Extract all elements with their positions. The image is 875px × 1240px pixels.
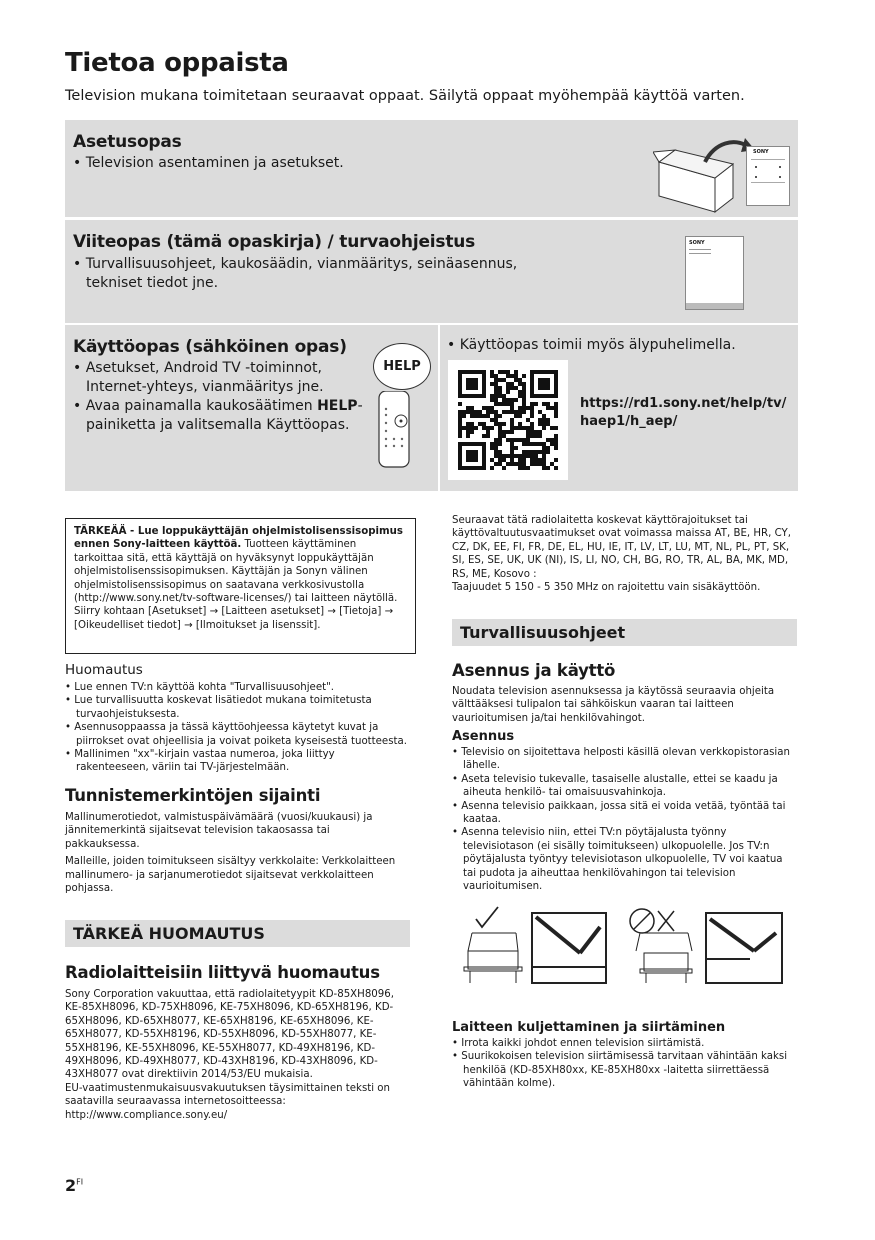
- setup-guide-title: Asetusopas: [73, 132, 182, 152]
- installation-list: [452, 746, 797, 893]
- compliance-link[interactable]: http://www.compliance.sony.eu/: [65, 1109, 228, 1121]
- labels-text: Mallinumerotiedot, valmistuspäivämäärä (vuosi/kuukausi) ja jännitemerkintä sijaitsevat television takaosassa tai pakkauksessa. Malleille, joiden toimitukseen sisältyy verkkolaite: Verkkolaitteen mallinumero- ja sarjanumerotiedot sijaitsevat verkkolaitteen pohjassa.: [65, 812, 396, 895]
- reference-guide-box: [65, 220, 798, 323]
- installation-intro: Noudata television asennuksessa ja käytössä seuraavia ohjeita välttääksesi tulipalon tai sähköiskun vaaran tai laitteen vaurioitumisen ja/tai henkilövahingot.: [452, 686, 775, 724]
- list-item: • Lue ennen TV:n käyttöä kohta "Turvallisuusohjeet".: [65, 682, 335, 693]
- help-guide-url[interactable]: https://rd1.sony.net/help/tv/ haep1/h_aep/: [580, 396, 787, 429]
- correct-stand-illustration: [462, 905, 622, 985]
- list-item: • Lue turvallisuutta koskevat lisätiedot mukana toimitetusta turvaohjeistuksesta.: [65, 695, 372, 720]
- intro-text: Television mukana toimitetaan seuraavat oppaat. Säilytä oppaat myöhempää käyttöä varten.: [65, 88, 745, 104]
- installation-subtitle: Asennus: [452, 729, 515, 744]
- radio-notice-title: Radiolaitteisiin liittyvä huomautus: [65, 963, 380, 982]
- installation-title: Asennus ja käyttö: [452, 661, 616, 680]
- incorrect-stand-illustration: [626, 905, 796, 985]
- list-item: • Suurikokoisen television siirtämisessä tarvitaan vähintään kaksi henkilöä (KD-85XH80xx, KE-85XH80xx -laitetta siirrettäessä vähintään kolme).: [452, 1051, 788, 1090]
- help-guide-box: [65, 325, 438, 491]
- reference-guide-title: Viiteopas (tämä opaskirja) / turvaohjeistus: [73, 232, 476, 252]
- radio-notice-text: Sony Corporation vakuuttaa, että radiolaitetyypit KD-85XH8096, KE-85XH8096, KD-75XH8096, KE-75XH8096, KD-65XH8196, KD-65XH8096, KD-65XH8077, KE-65XH8196, KE-65XH8096, KE-65XH8077, KD-55XH8196, KD-55XH8096, KD-55XH8077, KE-55XH8196, KE-55XH8096, KE-55XH8077, KD-49XH8196, KD-49XH8096, KD-49XH8077, KD-43XH8196, KD-43XH8096, KD-43XH8077 ovat direktiivin 2014/53/EU mukaisia. EU-vaatimustenmukaisuusvakuutuksen täysimittainen teksti on saatavilla seuraavassa internetosoitteessa: http://www.compliance.sony.eu/: [65, 988, 405, 1122]
- transport-title: Laitteen kuljettaminen ja siirtäminen: [452, 1020, 726, 1035]
- help-button-icon: HELP: [373, 343, 431, 390]
- remote-control-icon: [377, 391, 411, 469]
- smartphone-note: • Käyttöopas toimii myös älypuhelimella.: [447, 337, 736, 353]
- page-number: $2^{FI}$: [65, 1176, 84, 1195]
- eula-box: TÄRKEÄÄ - Lue loppukäyttäjän ohjelmistolisenssisopimus ennen Sony-laitteen käyttöä. Tuotteen käyttäminen tarkoittaa sitä, että käyttäjä on hyväksynyt loppukäyttäjän ohjelmistolisenssisopimuksen. Käyttäjän ja Sonyn välinen ohjelmistolisenssisopimus on saatavana verkkosivustolla (http://www.sony.net/tv-software-licenses/) tai laitteen näytöllä. Siirry kohtaan [Asetukset] → [Laitteen asetukset] → [Tietoja] → [Oikeudelliset tiedot] → [Ilmoitukset ja lisenssit].: [65, 518, 416, 654]
- safety-header: Turvallisuusohjeet: [452, 619, 797, 646]
- note-list: [65, 681, 410, 775]
- help-guide-title: Käyttöopas (sähköinen opas): [73, 337, 347, 357]
- sony-logo: SONY: [689, 240, 705, 246]
- reference-guide-bullet: • Turvallisuusohjeet, kaukosäädin, vianmääritys, seinäasennus, tekniset tiedot jne.: [73, 256, 518, 291]
- list-item: • Asenna televisio niin, ettei TV:n pöytäjalusta työnny televisiotason (ei sisälly toimitukseen) ulkopuolelle. Jos TV:n pöytäjalusta työntyy televisiotason ulkopuolelle, TV voi kaatua tai pudota ja aiheuttaa henkilövahingon tai television vaurioitumisen.: [452, 827, 783, 893]
- list-item: • Asennusoppaassa ja tässä käyttöohjeessa käytetyt kuvat ja piirrokset ovat ohjeellisia ja voivat poiketa kyseisestä tuotteesta.: [65, 722, 407, 747]
- reference-guide-booklet: [685, 236, 744, 310]
- help-guide-bullets: • Asetukset, Android TV -toiminnot, Internet-yhteys, vianmääritys jne. • Avaa painamalla kaukosäätimen HELP- painiketta ja valitsemalla Käyttöopas.: [73, 360, 363, 433]
- qr-code: [448, 360, 568, 480]
- transport-list: [452, 1037, 797, 1091]
- list-item: • Asenna televisio paikkaan, jossa sitä ei voida vetää, työntää tai kaataa.: [452, 800, 786, 826]
- labels-title: Tunnistemerkintöjen sijainti: [65, 786, 321, 805]
- smartphone-box: [440, 325, 798, 491]
- setup-guide-booklet: [746, 146, 790, 206]
- list-item: • Aseta televisio tukevalle, tasaiselle alustalle, ettei se kaadu ja aiheuta henkilö- tai omaisuusvahinkoja.: [452, 773, 778, 799]
- setup-guide-bullet: • Television asentaminen ja asetukset.: [73, 155, 344, 171]
- list-item: • Mallinimen "xx"-kirjain vastaa numeroa, joka liittyy rakenteeseen, väriin tai TV-järjestelmään.: [65, 749, 335, 774]
- setup-guide-box: [65, 120, 798, 217]
- list-item: • Televisio on sijoitettava helposti käsillä olevan verkkopistorasian lähelle.: [452, 747, 790, 772]
- sony-logo: SONY: [753, 149, 769, 155]
- restriction-text: Seuraavat tätä radiolaitetta koskevat käyttörajoitukset tai käyttövaltuutusvaatimukset ovat voimassa maissa AT, BE, HR, CY, CZ, DK, EE, FI, FR, DE, EL, HU, IE, IT, LV, LT, LU, MT, NL, PL, PT, SK, SI, ES, SE, UK, UK (NI), IS, LI, NO, CH, BG, RO, TR, AL, BA, MK, MD, RS, ME, Kosovo : Taajuudet 5 150 - 5 350 MHz on rajoitettu vain sisäkäyttöön.: [452, 515, 791, 594]
- note-title: Huomautus: [65, 662, 143, 678]
- important-notice-header: TÄRKEÄ HUOMAUTUS: [65, 920, 410, 947]
- list-item: • Irrota kaikki johdot ennen television siirtämistä.: [452, 1038, 705, 1049]
- page-title: Tietoa oppaista: [65, 48, 289, 78]
